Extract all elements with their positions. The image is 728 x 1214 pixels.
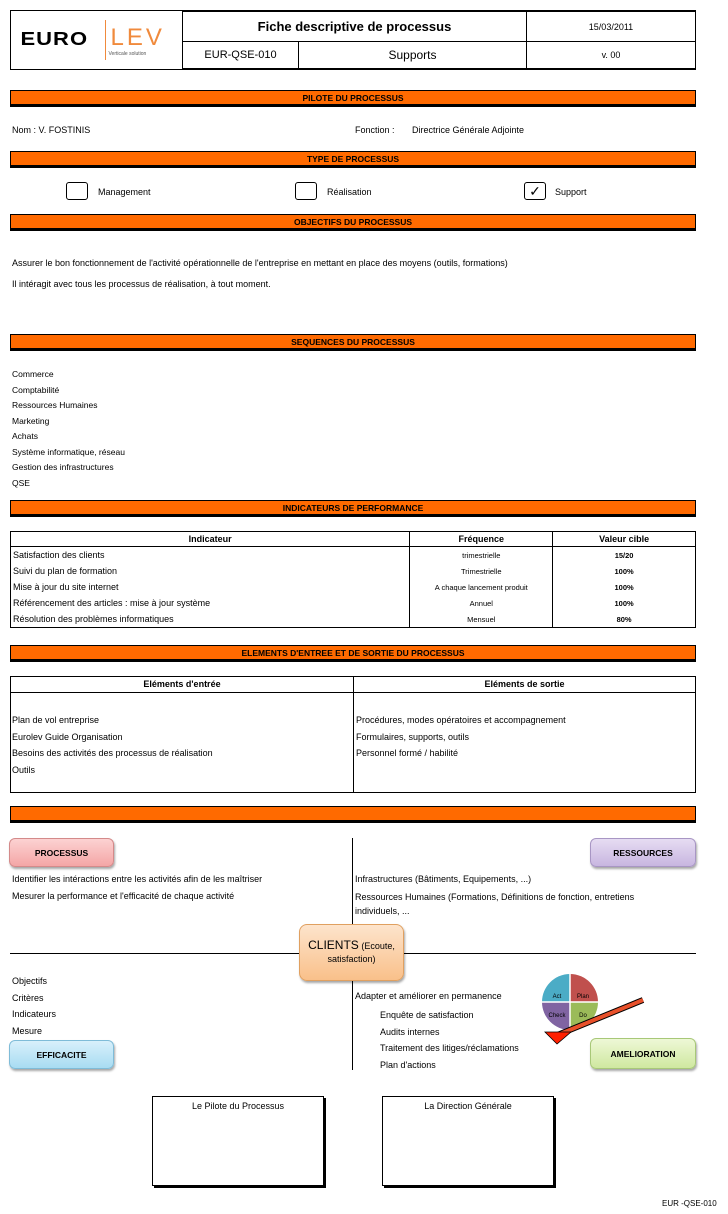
entree-item: Outils — [12, 764, 36, 775]
signature-pilote[interactable] — [152, 1096, 324, 1186]
efficacite-item: Critères — [12, 992, 44, 1003]
check-icon: ✓ — [529, 182, 541, 199]
checkbox-support[interactable] — [524, 182, 546, 200]
ressources-line: Ressources Humaines (Formations, Définitions de fonction, entretiens — [355, 892, 635, 902]
cell-frequence: Annuel — [410, 595, 553, 611]
processus-line: Identifier les intéractions entre les activités afin de les maîtriser — [12, 874, 263, 884]
pdca-wedge — [545, 1032, 571, 1044]
section-type: TYPE DE PROCESSUS — [10, 151, 696, 168]
sequence-item: Gestion des infrastructures — [12, 462, 114, 472]
sequence-item: QSE — [12, 477, 30, 488]
efficacite-item: Objectifs — [12, 976, 48, 986]
nom-value: V. FOSTINIS — [38, 125, 91, 135]
table-row — [11, 579, 696, 595]
doc-version: v. 00 — [526, 41, 696, 69]
cell-frequence: trimestrielle — [410, 547, 553, 564]
section-objectifs: OBJECTIFS DU PROCESSUS — [10, 214, 696, 231]
cell-valeur: 80% — [553, 611, 696, 628]
amelioration-box: AMELIORATION — [590, 1038, 696, 1069]
sortie-item: Formulaires, supports, outils — [356, 731, 470, 742]
section-pilote: PILOTE DU PROCESSUS — [10, 90, 696, 107]
efficacite-list — [12, 973, 56, 1039]
sequence-item: Comptabilité — [12, 384, 60, 395]
table-row — [11, 563, 696, 579]
label-support: Support — [555, 187, 587, 197]
cell-indicateur: Résolution des problèmes informatiques — [11, 611, 410, 628]
cell-frequence: Mensuel — [410, 611, 553, 628]
logo-tagline: Verticale solution — [108, 51, 147, 57]
pdca-check-label: Check — [548, 1013, 566, 1019]
ressources-line: Infrastructures (Bâtiments, Equipements, ...) — [355, 874, 532, 884]
logo-euro: EURO — [20, 27, 89, 50]
col-indicateur: Indicateur — [11, 532, 410, 547]
pdca-act-label: Act — [552, 994, 562, 1000]
sequences-list — [12, 367, 125, 491]
ressources-line: individuels, ... — [355, 906, 410, 916]
table-row — [11, 611, 696, 628]
logo-lev: LEV — [110, 24, 165, 51]
cell-valeur: 100% — [553, 579, 696, 595]
sortie-item: Personnel formé / habilité — [356, 748, 459, 758]
checkbox-management[interactable] — [66, 182, 88, 200]
section-elements: ELEMENTS D'ENTREE ET DE SORTIE DU PROCESSUS — [10, 645, 696, 662]
sequence-item: Ressources Humaines — [12, 400, 98, 410]
processus-box: PROCESSUS — [9, 838, 114, 867]
cell-indicateur: Référencement des articles : mise à jour système — [11, 595, 410, 611]
section-indicateurs: INDICATEURS DE PERFORMANCE — [10, 500, 696, 517]
efficacite-item: Mesure — [12, 1025, 43, 1036]
sortie-header: Eléments de sortie — [484, 679, 565, 689]
clients-label: CLIENTS — [308, 938, 359, 952]
table-row — [11, 547, 696, 564]
cell-frequence: A chaque lancement produit — [410, 579, 553, 595]
cell-frequence: Trimestrielle — [410, 563, 553, 579]
pdca-plan-label: Plan — [576, 994, 590, 1000]
sortie-item: Procédures, modes opératoires et accompagnement — [356, 715, 566, 725]
col-frequence: Fréquence — [410, 532, 553, 547]
sequence-item: Système informatique, réseau — [12, 446, 125, 457]
table-header-row — [11, 532, 696, 547]
doc-date: 15/03/2011 — [526, 11, 696, 42]
header-table — [10, 10, 696, 70]
amelioration-item: Audits internes — [380, 1026, 440, 1037]
cell-valeur: 15/20 — [553, 547, 696, 564]
cell-indicateur: Mise à jour du site internet — [11, 579, 410, 595]
sequence-item: Achats — [12, 431, 38, 441]
cell-indicateur: Satisfaction des clients — [11, 547, 410, 564]
entree-item: Besoins des activités des processus de réalisation — [12, 748, 213, 758]
pdca-wheel — [535, 970, 650, 1050]
signature-pilote-label: Le Pilote du Processus — [191, 1101, 285, 1111]
fonction-label: Fonction : — [355, 125, 395, 135]
section-sequences: SEQUENCES DU PROCESSUS — [10, 334, 696, 351]
objectif-line: Assurer le bon fonctionnement de l'activité opérationnelle de l'entreprise en mettant en place des moyens (outils, formations) — [12, 258, 508, 268]
checkbox-realisation[interactable] — [295, 182, 317, 200]
cell-valeur: 100% — [553, 595, 696, 611]
objectif-line: Il intéragit avec tous les processus de réalisation, à tout moment. — [12, 279, 271, 289]
indicateurs-table — [10, 531, 696, 628]
clients-sub2: satisfaction) — [327, 954, 376, 964]
efficacite-box: EFFICACITE — [9, 1040, 114, 1069]
clients-sub: (Ecoute, — [361, 941, 395, 951]
elements-table — [10, 676, 696, 793]
col-valeur: Valeur cible — [553, 532, 696, 547]
sequence-item: Commerce — [12, 369, 54, 379]
process-name: Supports — [298, 41, 527, 69]
cell-valeur: 100% — [553, 563, 696, 579]
processus-line: Mesurer la performance et l'efficacité de chaque activité — [12, 891, 235, 901]
amelioration-item: Enquête de satisfaction — [380, 1010, 474, 1020]
efficacite-item: Indicateurs — [12, 1009, 57, 1019]
pilote-nom — [12, 125, 90, 135]
sequence-item: Marketing — [12, 415, 50, 426]
entree-header: Eléments d'entrée — [143, 679, 221, 689]
amelioration-item: Traitement des litiges/réclamations — [380, 1043, 519, 1053]
amelioration-intro: Adapter et améliorer en permanence — [355, 991, 502, 1001]
doc-code: EUR-QSE-010 — [182, 41, 299, 69]
signature-direction[interactable] — [382, 1096, 554, 1186]
entree-item: Eurolev Guide Organisation — [12, 731, 123, 742]
label-realisation: Réalisation — [327, 187, 372, 197]
clients-box — [299, 924, 404, 981]
label-management: Management — [98, 187, 151, 197]
amelioration-list — [380, 1007, 519, 1073]
entree-list — [12, 712, 213, 778]
section-diagram-bar — [10, 806, 696, 823]
pdca-do-label: Do — [579, 1013, 587, 1019]
sortie-list — [356, 712, 566, 762]
cell-indicateur: Suivi du plan de formation — [11, 563, 410, 579]
table-row — [11, 595, 696, 611]
amelioration-item: Plan d'actions — [380, 1059, 436, 1070]
footer-code: EUR -QSE-010 — [662, 1199, 717, 1208]
ressources-box: RESSOURCES — [590, 838, 696, 867]
logo — [11, 11, 183, 69]
nom-label: Nom : — [12, 125, 37, 135]
entree-item: Plan de vol entreprise — [12, 715, 100, 725]
fonction-value: Directrice Générale Adjointe — [412, 125, 525, 135]
signature-direction-label: La Direction Générale — [424, 1101, 512, 1111]
doc-title: Fiche descriptive de processus — [182, 11, 527, 42]
